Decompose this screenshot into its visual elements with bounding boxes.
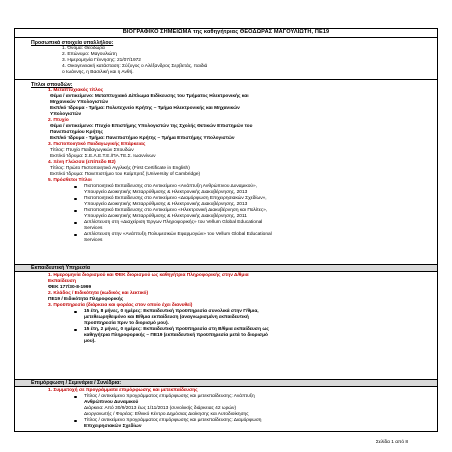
page-number: Σελίδα 1 από 8: [375, 440, 408, 445]
text-line: ΦΕΚ 177/30-8-1999: [48, 285, 92, 290]
text-line: 2. Κλάδος / Ειδικότητα (κωδικός και λεκτικό): [48, 291, 149, 296]
bullet: [74, 234, 77, 237]
text-line: 3. Πιστοποιητικό Παιδαγωγικής Επάρκειας: [48, 142, 146, 147]
text-line: μου).: [84, 339, 96, 344]
text-line: Διάρκεια: Από 30/9/2013 έως 1/11/2013 (συνολικής διάρκειας 42 ωρών): [84, 406, 237, 411]
text-line: 3. Ημερομηνία Γέννησης: 21/07/1972: [62, 58, 141, 63]
text-line: Υπολογιστών: [50, 112, 82, 117]
text-line: Ανθρώπινου Δυναμικού: [84, 400, 139, 405]
text-line: Τίτλος / αντικείμενο προγράμματος επιμόρφωσης και μετεκπαίδευσης: Διαμόρφωση: [84, 418, 262, 423]
text-line: Υπουργείο Διοικητικής Μεταρρύθμισης & Ηλεκτρονικής Διακυβέρνησης, 2011: [84, 214, 247, 219]
text-line: 1. Συμμετοχή σε προγράμματα επιμόρφωσης και μετεκπαίδευσης: [48, 388, 198, 393]
text-line: 1. Μεταπτυχιακός τίτλος: [48, 88, 104, 93]
text-line: Τίτλος: Πρώτο Πιστοποιητικό Αγγλικής (First Certificate in English): [50, 166, 190, 171]
text-line: Services: [84, 226, 103, 231]
text-line: 15 έτη, 2 μήνες, 0 ημέρες: Εκπαιδευτική προϋπηρεσία στη Β/θμια εκπαίδευση ως: [84, 327, 269, 332]
text-line: Τίτλος / αντικείμενο προγράμματος επιμόρφωσης και μετεκπαίδευσης: Ανάπτυξη: [84, 394, 255, 399]
text-line: 4. Ξένη Γλώσσα (επίπεδο Β2): [48, 160, 116, 165]
text-line: ο Ιωάννης, η Βασιλική και η Ανθή.: [62, 70, 134, 75]
section-studies-heading: Τίτλοι σπουδών:: [31, 82, 73, 88]
text-line: καθηγήτρια Πληροφορικής – ΠΕ19 (εκπαιδευτική προϋπηρεσία μετά το διορισμό: [84, 333, 268, 338]
text-line: Διπλίστευση στην «Ανάπτυξη Πολυμεσικών Εφαρμογών» του Vellum Global Educational: [84, 232, 272, 237]
text-line: Διοργανωτής / Φορέας: Εθνικό Κέντρο Δημόσιας Διοίκησης και Αυτοδιοίκησης: [84, 412, 249, 417]
text-line: 5. Πρόσθετοι Τίτλοι: [48, 178, 92, 183]
text-line: Υπουργείο Διοικητικής Μεταρρύθμισης & Ηλεκτρονικής Διακυβέρνησης, 2013: [84, 190, 248, 195]
text-line: Πανεπιστημίου Κρήτης: [50, 130, 103, 135]
divider: [15, 37, 437, 38]
text-line: Μηχανικών Υπολογιστών: [50, 100, 109, 105]
text-line: Εκπαίδευση: [48, 279, 76, 284]
text-line: Θέμα / αντικείμενο: Μεταπτυχιακό Δίπλωμα Ειδίκευσης του Τμήματος Ηλεκτρονικής και: [50, 94, 249, 99]
divider: [15, 79, 437, 80]
text-line: προϋπηρεσία πριν το διορισμό μου).: [84, 321, 169, 326]
text-line: μετεθεωρηθειμόνο και Β/θμια εκπαίδευση (αναγνωρισμένη εκπαιδευτική: [84, 315, 249, 320]
text-line: Πιστοποιητικό Εκπαίδευσης στο Αντικείμενο «Διαμόρφωση Επιχειρησιακών Σχεδίων»,: [84, 196, 267, 201]
section-personal-heading: Προσωπικά στοιχεία υπαλλήλου:: [31, 40, 114, 46]
text-line: Τίτλος: Πτυχίο Παιδαγωγικών Σπουδών: [50, 148, 134, 153]
text-line: 4. Οικογενειακή κατάσταση: Σύζυγος ο Αλέξανδρος Σερβετάς, παιδιά: [62, 64, 208, 69]
bullet: [74, 329, 77, 332]
bullet: [74, 198, 77, 201]
text-line: Πιστοποιητικό Εκπαίδευσης στο Αντικείμενο «Ηλεκτρονική Διακυβέρνηση και Πολίτες»,: [84, 208, 268, 213]
text-line: 15 έτη, 8 μήνες, 0 ημέρες: Εκπαιδευτική προϋπηρεσία συνολικά στην Γ/θμια,: [84, 309, 259, 314]
section-teaching-heading: Εκπαιδευτική Υπηρεσία: [31, 265, 91, 271]
text-line: Επιχειρησιακών Σχεδίων: [84, 424, 142, 429]
bullet: [74, 210, 77, 213]
text-line: Services: [84, 238, 103, 243]
text-line: Εκπ/κό Ίδρυμα: Σ.Ε.Λ.Ε.Τ.Ε./ΠΑ.ΤΕ.Σ. Ιωαννίνων: [50, 154, 156, 159]
text-line: 1. Όνομα: Θεοδώρα: [62, 46, 105, 51]
text-line: Πιστοποιητικό Εκπαίδευσης στο Αντικείμενο «Ανάπτυξη Ανθρώπινου Δυναμικού»,: [84, 184, 257, 189]
section-training-heading: Επιμόρφωση / Σεμινάρια / Συνέδρια:: [31, 380, 122, 386]
text-line: 3. Προϋπηρεσία (διάρκεια και φορέας στον οποίο έχει διανυθεί): [48, 303, 193, 308]
text-line: Θέμα / αντικείμενο: Πτυχίο Επιστήμης Υπολογιστών της Σχολής Θετικών Επιστημών του: [50, 124, 253, 129]
text-line: Διπλίστευση στη «Διαχείριση Έργων Πληροφορικής» του Vellum Global Educational: [84, 220, 263, 225]
bullet: [74, 396, 77, 399]
bullet: [74, 311, 77, 314]
text-line: 2. Πτυχίο: [48, 118, 69, 123]
text-line: Εκπ/κό Ίδρυμα: Πανεπιστήμιο του Καίμπριτζ (University of Cambridge): [50, 172, 201, 177]
bullet: [74, 222, 77, 225]
text-line: Εκπ/κό Ίδρυμα - Τμήμα: Πολυτεχνείο Κρήτης – Τμήμα Ηλεκτρονικής και Μηχανικών: [50, 106, 240, 111]
document-title: ΒΙΟΓΡΑΦΙΚΟ ΣΗΜΕΙΩΜΑ της καθηγήτριας ΘΕΟΔΩΡΑΣ ΜΑΓΟΥΛΙΩΤΗ, ΠΕ19: [122, 29, 330, 35]
bullet: [74, 186, 77, 189]
text-line: 1. Ημερομηνία διορισμού και ΦΕΚ διορισμού ως καθηγήτρια Πληροφορικής στην Δ/θμια: [48, 273, 249, 278]
text-line: ΠΕ19 / Ειδικότητα Πληροφορικής: [48, 297, 124, 302]
bullet: [74, 420, 77, 423]
text-line: 2. Επώνυμο: Μαγουλιώτη: [62, 52, 117, 57]
text-line: Υπουργείο Διοικητικής Μεταρρύθμισης & Ηλεκτρονικής Διακυβέρνησης, 2013: [84, 202, 248, 207]
text-line: Εκπ/κό Ίδρυμα - Τμήμα: Πανεπιστήμιο Κρήτης – Τμήμα Επιστήμης Υπολογιστών: [50, 136, 235, 141]
